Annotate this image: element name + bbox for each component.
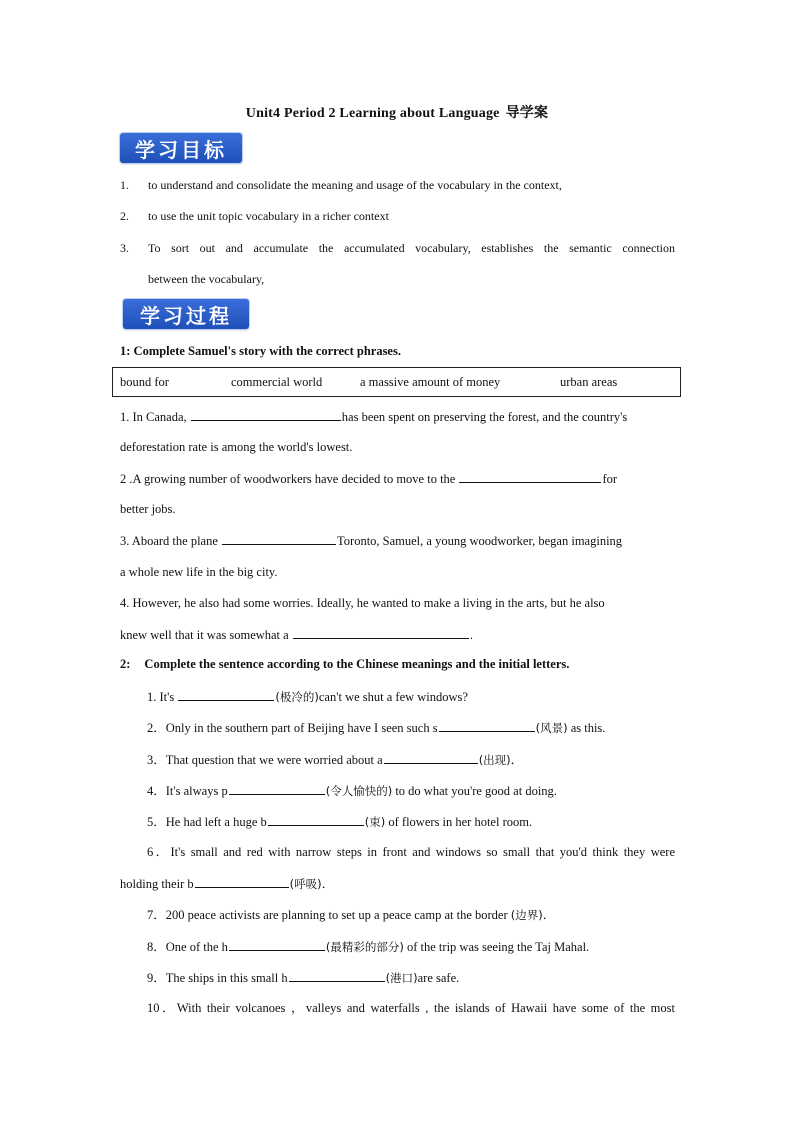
story-item-4: 4. However, he also had some worries. Ideally, he wanted to make a living in the arts, but he also bbox=[120, 596, 605, 610]
story-item-4-cont: knew well that it was somewhat a . bbox=[120, 628, 473, 642]
worksheet-page: Unit4 Period 2 Learning about Language 导学案 学习目标 1. to understand and consolidate the meaning and usage of the vocabulary in the context, 2. to use the unit topic vocabulary in a richer context 3. To sort out and accumulate the accumulated vocabulary, establishes the semantic connection between the vocabulary, 学习过程 1: Complete Samuel's story with the correct phrases. bound for commercial world a massive amount of money urban areas 1. In Canada, has been spent on preserving the forest, and the country's deforestation rate is among the world's lowest. 2 .A growing number of woodworkers have decided to move to the for better jobs. 3. Aboard the plane Toronto, Samuel, a young woodworker, began imagining a whole new life in the big city. 4. However, he also had some worries. Ideally, he wanted to make a living in the arts, but he also knew well that it was somewhat a . 2: Complete the sentence according to the Chinese meanings and the initial letters. 1. It's (极冷的)can't we shut a few windows? 2．Only in the southern part of Beijing have I seen such s (风景) as this. 3．That question that we were worried about a (出现)． 4．It's always p (令人愉快的) to do what you're good at doing. 5．He had left a huge b (束) of flowers in her hotel room. 6．It's small and red with narrow steps in front and windows so small that you'd think they were holding their b (呼吸)． 7．200 peace activists are planning to set up a peace camp at the border (边界)． 8．One of the h (最精彩的部分) of the trip was seeing the Taj Mahal. 9．The ships in this small h (港口)are safe. 10．With their volcanoes ，valleys and waterfalls , the islands of Hawaii have some of the most bbox=[0, 0, 794, 1123]
answer-blank[interactable] bbox=[191, 408, 341, 421]
phrase-bank bbox=[112, 367, 681, 397]
sentence-item-3: 3．That question that we were worried about a (出现)． bbox=[147, 753, 524, 767]
phrase-item: bound for bbox=[120, 375, 169, 389]
sentence-item-6-cont: holding their b (呼吸)． bbox=[120, 877, 335, 891]
sentence-item-2: 2．Only in the southern part of Beijing have I seen such s (风景) as this. bbox=[147, 721, 606, 735]
learning-process-banner: 学习过程 bbox=[123, 299, 249, 329]
answer-blank[interactable] bbox=[229, 938, 325, 951]
story-item-3: 3. Aboard the plane Toronto, Samuel, a young woodworker, began imagining bbox=[120, 534, 623, 548]
story-item-3-cont: a whole new life in the big city. bbox=[120, 565, 278, 579]
answer-blank[interactable] bbox=[384, 751, 478, 764]
phrase-item: commercial world bbox=[231, 375, 323, 389]
answer-blank[interactable] bbox=[293, 626, 469, 639]
answer-blank[interactable] bbox=[459, 470, 601, 483]
answer-blank[interactable] bbox=[229, 782, 325, 795]
story-item-2-cont: better jobs. bbox=[120, 502, 176, 516]
answer-blank[interactable] bbox=[289, 969, 385, 982]
sentence-item-6: 6．It's small and red with narrow steps in front and windows so small that you'd think they were bbox=[147, 845, 675, 859]
sentence-item-4: 4．It's always p (令人愉快的) to do what you're good at doing. bbox=[147, 784, 557, 798]
sentence-item-8: 8．One of the h (最精彩的部分) of the trip was seeing the Taj Mahal. bbox=[147, 940, 590, 954]
answer-blank[interactable] bbox=[195, 875, 289, 888]
sentence-item-7: 7．200 peace activists are planning to set up a peace camp at the border (边界)． bbox=[147, 908, 556, 922]
answer-blank[interactable] bbox=[178, 688, 274, 701]
section2-heading: 2: Complete the sentence according to the Chinese meanings and the initial letters. bbox=[120, 657, 570, 671]
story-item-1-cont: deforestation rate is among the world's lowest. bbox=[120, 440, 353, 454]
story-item-1: 1. In Canada, has been spent on preserving the forest, and the country's bbox=[120, 410, 628, 424]
story-item-2: 2 .A growing number of woodworkers have decided to move to the for bbox=[120, 472, 618, 486]
answer-blank[interactable] bbox=[268, 813, 364, 826]
phrase-item: a massive amount of money bbox=[360, 375, 501, 389]
learning-goals-banner: 学习目标 bbox=[120, 133, 242, 163]
page-title: Unit4 Period 2 Learning about Language 导学案 bbox=[245, 105, 549, 121]
answer-blank[interactable] bbox=[222, 532, 336, 545]
sentence-item-1: 1. It's (极冷的)can't we shut a few windows? bbox=[147, 690, 468, 704]
answer-blank[interactable] bbox=[439, 719, 535, 732]
sentence-item-5: 5．He had left a huge b (束) of flowers in her hotel room. bbox=[147, 815, 533, 829]
section1-heading: 1: Complete Samuel's story with the correct phrases. bbox=[120, 344, 401, 358]
sentence-item-9: 9．The ships in this small h (港口)are safe. bbox=[147, 971, 460, 985]
phrase-item: urban areas bbox=[560, 375, 618, 389]
sentence-item-10: 10．With their volcanoes ，valleys and waterfalls , the islands of Hawaii have some of the most bbox=[147, 1001, 675, 1015]
